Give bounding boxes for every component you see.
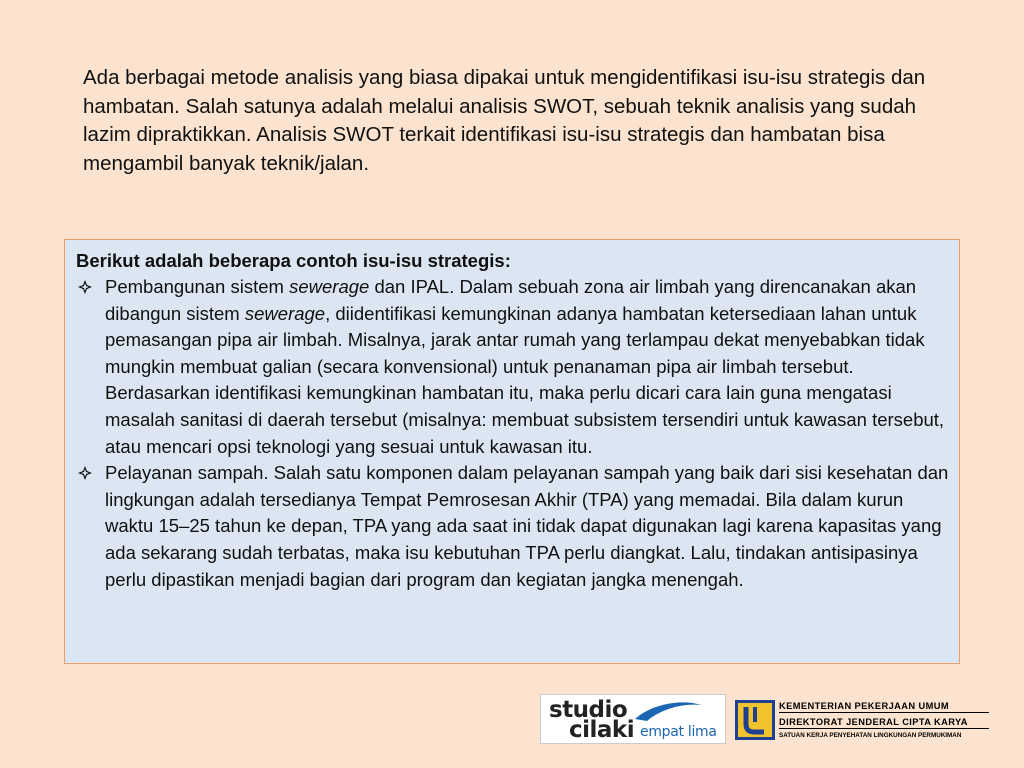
list-item [76,460,949,593]
swoosh-icon [633,699,703,725]
item1-emphasis-1: sewerage [289,276,370,297]
strategic-issues-box [64,239,960,664]
item1-text-part2: dan IPAL. Dalam sebuah zona air limbah yang direncanakan akan dibangun sistem [105,276,917,324]
studio-logo-line2: cilaki [569,717,635,743]
issues-list [76,274,949,593]
item1-emphasis-2: sewerage [244,302,326,324]
ministry-line2: DIREKTORAT JENDERAL CIPTA KARYA [779,716,989,729]
box-title: Berikut adalah beberapa contoh isu-isu strategis: [76,250,511,271]
studio-logo-line1: studio [549,697,628,723]
ministry-line3: SATUAN KERJA PENYEHATAN LINGKUNGAN PERMUKIMAN [779,732,962,739]
studio-cilaki-logo [540,694,726,744]
item1-text-part1: Pembangunan sistem [105,276,290,297]
ministry-text-block [779,700,989,741]
studio-logo-line3: empat lima [640,724,717,740]
item1-text-part3: , diidentifikasi kemungkinan adanya hambatan ketersediaan lahan untuk pemasangan pipa air limbah. Misalnya, jarak antar rumah yang terlampau dekat menyebabkan tidak mungkin membuat galian (secara konvensional) untuk penanaman pipa air limbah tersebut. Berdasarkan identifikasi kemungkinan hambatan itu, maka perlu dicari cara lain guna mengatasi masalah sanitasi di daerah tersebut (misalnya: membuat subsistem tersendiri untuk kawasan tersebut, atau mencari opsi teknologi yang sesuai untuk kawasan itu. [105,302,945,457]
ministry-line1: KEMENTERIAN PEKERJAAN UMUM [779,700,989,713]
intro-paragraph: Ada berbagai metode analisis yang biasa dipakai untuk mengidentifikasi isu-isu strategis dan hambatan. Salah satunya adalah melalui analisis SWOT, sebuah teknik analisis yang sudah lazim dipraktikkan. Analisis SWOT terkait identifikasi isu-isu strategis dan hambatan bisa mengambil banyak teknik/jalan. [83,66,926,175]
list-item [76,274,949,460]
ministry-emblem-icon [735,700,775,740]
diamond-bullet-icon [78,466,92,480]
diamond-bullet-icon [78,280,92,294]
item2-text: Pelayanan sampah. Salah satu komponen dalam pelayanan sampah yang baik dari sisi kesehatan dan lingkungan adalah tersedianya Tempat Pemrosesan Akhir (TPA) yang memadai. Bila dalam kurun waktu 15–25 tahun ke depan, TPA yang ada saat ini tidak dapat digunakan lagi karena kapasitas yang ada sekarang sudah terbatas, maka isu kebutuhan TPA perlu diangkat. Lalu, tindakan antisipasinya perlu dipastikan menjadi bagian dari program dan kegiatan jangka menengah. [105,462,949,590]
